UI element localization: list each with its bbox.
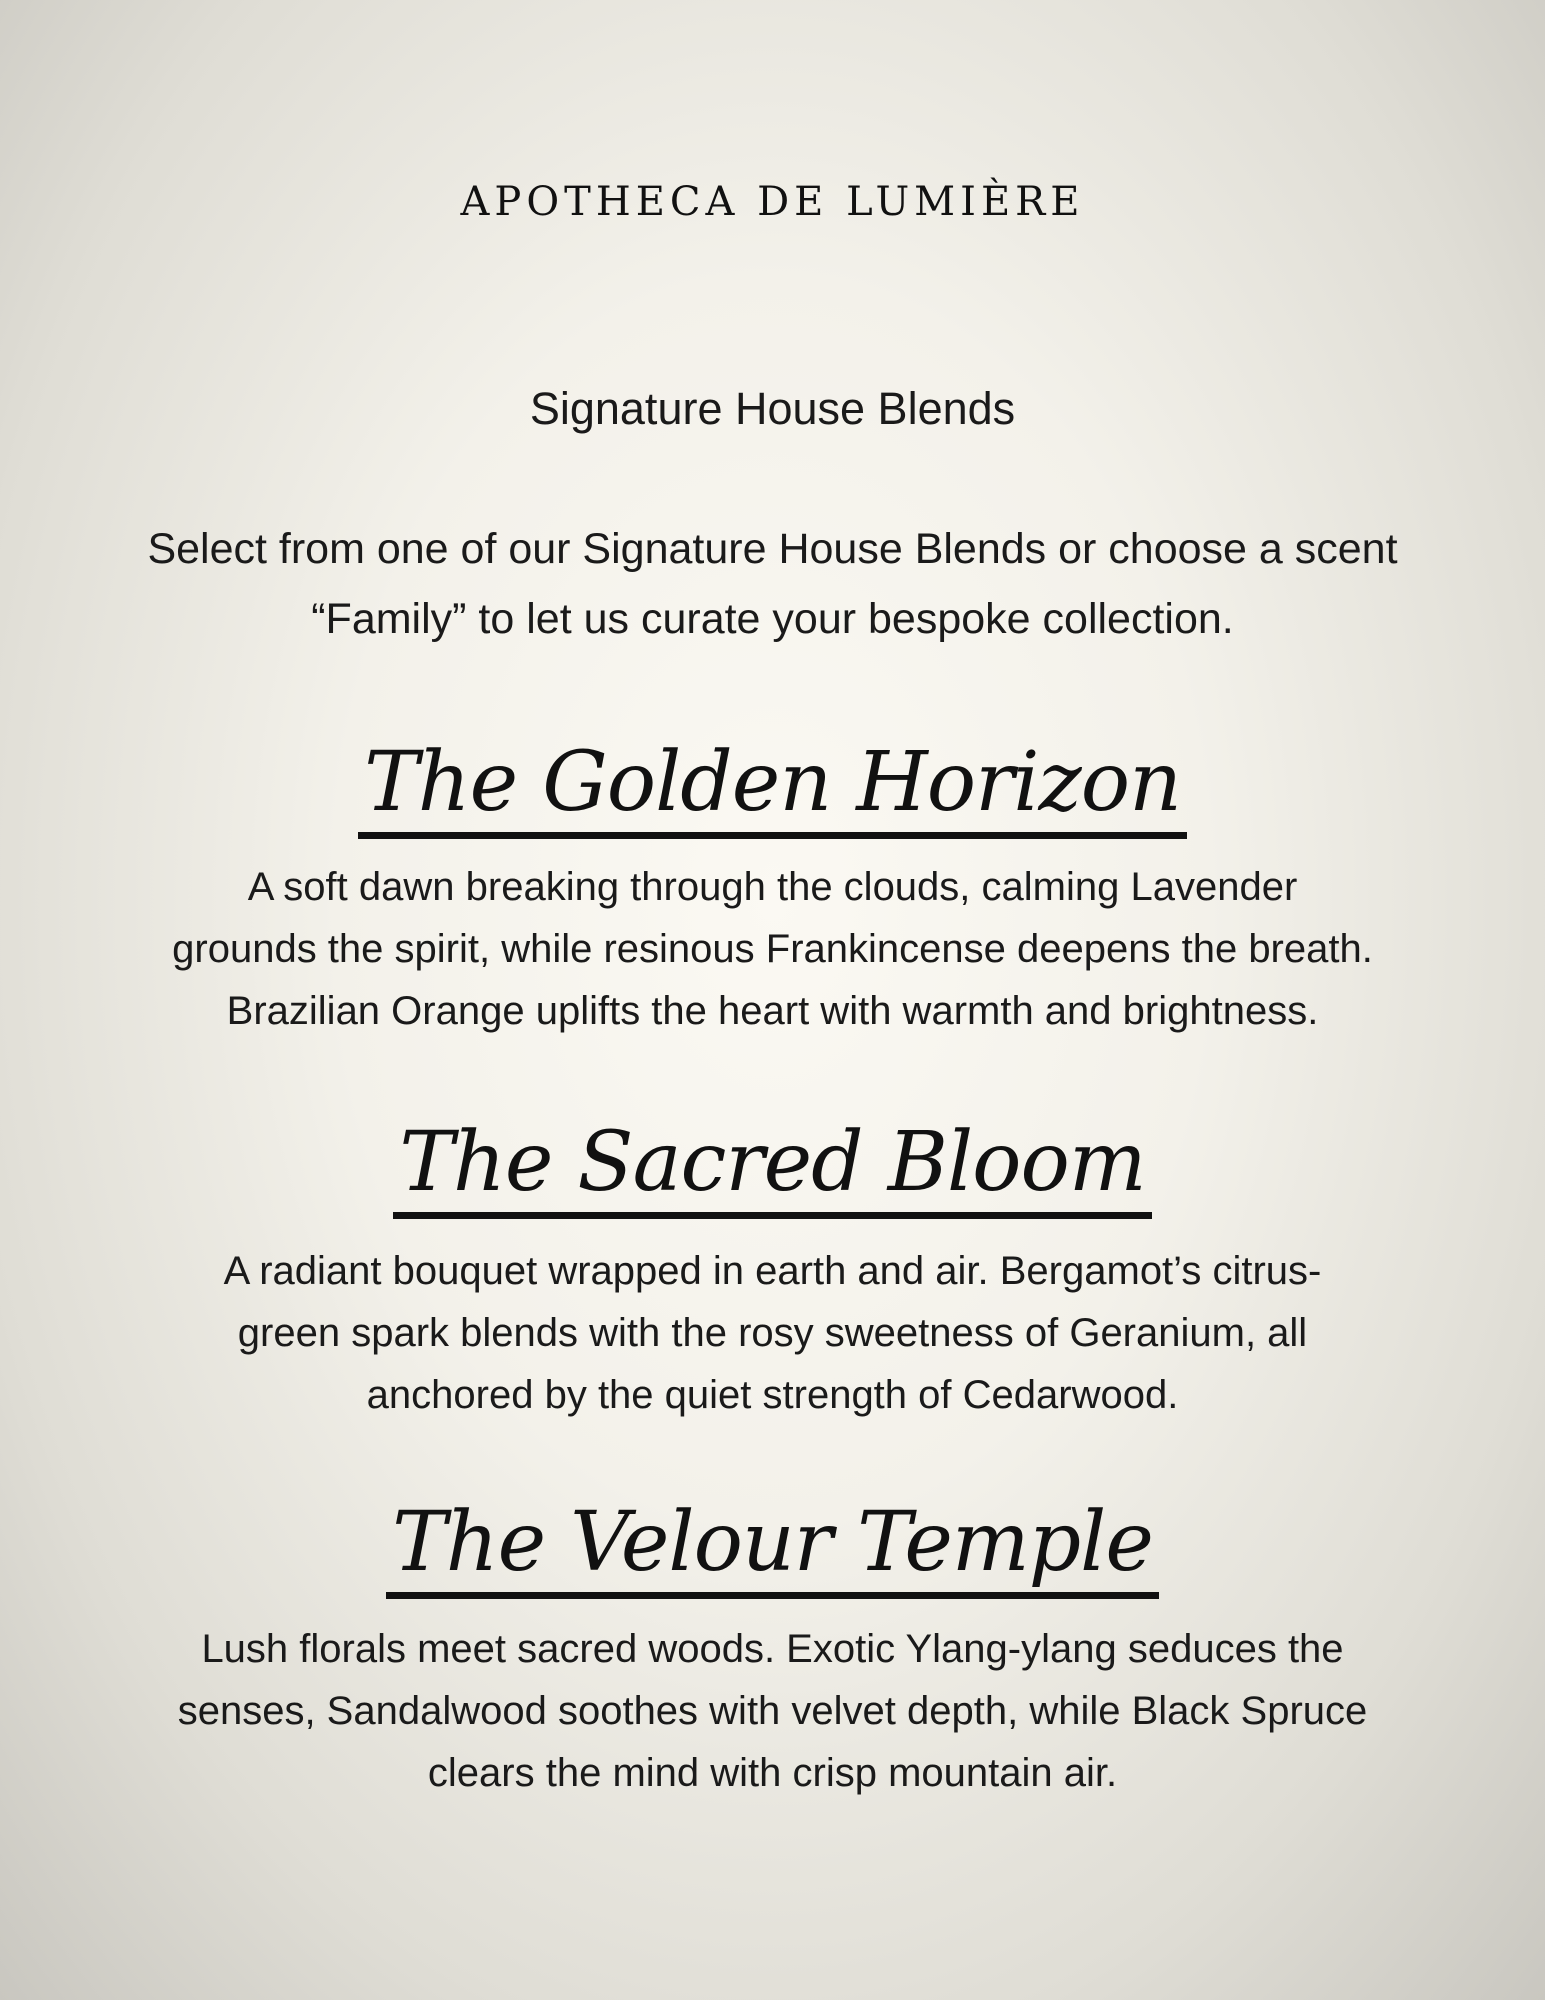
blend-description-golden-horizon	[60, 856, 1485, 1042]
intro-line: Select from one of our Signature House Blends or choose a scent	[147, 525, 1398, 573]
description-line: grounds the spirit, while resinous Frankincense deepens the breath.	[172, 927, 1373, 971]
description-line: Brazilian Orange uplifts the heart with warmth and brightness.	[226, 989, 1319, 1033]
description-line: A soft dawn breaking through the clouds, calming Lavender	[247, 865, 1298, 909]
description-line: senses, Sandalwood soothes with velvet depth, while Black Spruce	[177, 1689, 1368, 1733]
blend-title-velour-temple	[0, 1495, 1545, 1599]
intro-paragraph	[60, 514, 1485, 654]
description-line: clears the mind with crisp mountain air.	[427, 1751, 1118, 1795]
description-line: Lush florals meet sacred woods. Exotic Ylang-ylang seduces the	[201, 1627, 1344, 1671]
blend-title-text: The Velour Temple	[386, 1498, 1159, 1599]
blend-title-golden-horizon	[0, 735, 1545, 839]
page-subtitle: Signature House Blends	[529, 383, 1016, 434]
blend-title-text: The Golden Horizon	[358, 738, 1187, 839]
brand-title: APOTHECA DE LUMIÈRE	[460, 179, 1085, 225]
blend-description-sacred-bloom	[60, 1240, 1485, 1426]
description-line: anchored by the quiet strength of Cedarwood.	[366, 1373, 1179, 1417]
blend-title-sacred-bloom	[0, 1115, 1545, 1219]
intro-line: “Family” to let us curate your bespoke collection.	[311, 595, 1234, 643]
blend-title-text: The Sacred Bloom	[393, 1118, 1151, 1219]
description-line: green spark blends with the rosy sweetness of Geranium, all	[237, 1311, 1308, 1355]
blend-description-velour-temple	[60, 1618, 1485, 1804]
description-line: A radiant bouquet wrapped in earth and air. Bergamot’s citrus-	[223, 1249, 1322, 1293]
